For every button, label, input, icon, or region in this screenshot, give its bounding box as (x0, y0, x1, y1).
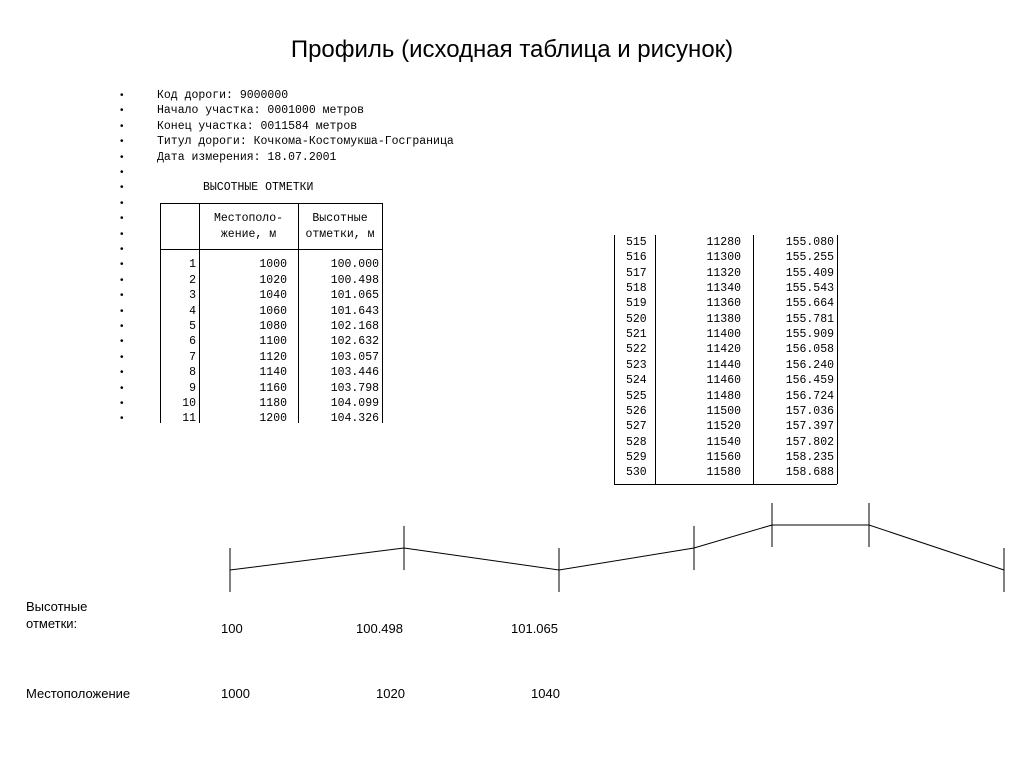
right-table-row-elevation: 156.058 (785, 343, 834, 357)
table-header-location: жение, м (220, 227, 277, 241)
right-table-row-elevation: 158.688 (785, 466, 834, 480)
bullet-marker: • (120, 167, 124, 178)
table-row-elevation: 103.446 (330, 366, 379, 380)
profile-elevation-label-line2: отметки: (26, 616, 78, 631)
table-row-number: 8 (189, 366, 196, 380)
bullet-marker: • (120, 382, 124, 394)
right-table-row-number: 529 (626, 450, 647, 464)
right-table-border-bottom (614, 484, 837, 485)
info-line: Начало участка: 0001000 метров (157, 104, 365, 118)
profile-location-value: 1020 (376, 686, 405, 701)
table-row-number: 4 (189, 304, 196, 318)
profile-elevation-value: 100.498 (356, 621, 403, 636)
table-row-location: 1200 (259, 412, 287, 426)
bullet-marker: • (120, 305, 124, 317)
right-table-row-location: 11380 (706, 312, 741, 326)
right-table-row-elevation: 157.802 (785, 435, 834, 449)
table-row-location: 1080 (259, 320, 287, 333)
right-table-row-number: 528 (626, 435, 647, 449)
table-row-elevation: 103.057 (330, 350, 379, 364)
right-table-row-location: 11420 (706, 343, 741, 357)
bullet-marker: • (120, 274, 124, 286)
page-title: Профиль (исходная таблица и рисунок) (290, 36, 734, 63)
right-table-row-number: 526 (626, 404, 647, 418)
bullet-marker: • (120, 213, 124, 225)
table-row-location: 1000 (259, 258, 287, 272)
right-table-row-number: 515 (626, 236, 647, 249)
right-table-row-elevation: 156.240 (785, 358, 834, 372)
bullet-marker: • (120, 244, 124, 255)
table-row-number: 2 (189, 273, 196, 287)
table-border-top (160, 203, 382, 204)
right-table-row-location: 11280 (706, 236, 741, 249)
table-row-number: 7 (189, 350, 196, 364)
table-row-location: 1060 (259, 304, 287, 318)
profile-elevation-label (26, 598, 87, 632)
right-table-row-elevation: 155.909 (785, 328, 834, 342)
bullet-marker: • (120, 413, 124, 425)
info-line: Титул дороги: Кочкома-Костомукша-Госграница (157, 135, 454, 149)
table-row-number: 3 (189, 289, 196, 303)
right-table-row-elevation: 158.235 (785, 450, 834, 464)
right-table-row-number: 527 (626, 420, 647, 434)
profile-elevation-value: 101.065 (511, 621, 558, 636)
table-title: ВЫСОТНЫЕ ОТМЕТКИ (203, 181, 314, 195)
profile-elevation-label-line1: Высотные (26, 599, 88, 614)
table-row-location: 1020 (259, 273, 287, 287)
table-row-number: 11 (182, 412, 196, 426)
right-table-row-number: 524 (626, 374, 647, 388)
bullet-marker: • (120, 398, 124, 409)
right-table-row-elevation: 157.036 (785, 404, 834, 418)
table-row-number: 6 (189, 335, 196, 349)
table-row-elevation: 103.798 (330, 381, 379, 395)
right-table-row-number: 530 (626, 466, 647, 480)
right-table-row-location: 11360 (706, 297, 741, 311)
bullet-marker: • (120, 259, 124, 271)
right-table-row-number: 520 (626, 312, 647, 326)
table-row-location: 1160 (259, 381, 287, 395)
right-table-row-elevation: 155.255 (785, 251, 834, 265)
bullet-marker: • (120, 136, 124, 148)
profile-location-value: 1040 (531, 686, 560, 701)
profile-elevation-value: 100 (221, 621, 243, 636)
right-table-row-location: 11540 (706, 435, 741, 449)
table-row-location: 1180 (259, 397, 287, 410)
bullet-marker: • (120, 351, 124, 363)
profile-location-label: Местоположение (26, 686, 131, 701)
right-table-row-location: 11460 (706, 374, 741, 388)
right-table-column-line (614, 235, 615, 484)
right-table-row-number: 525 (626, 389, 647, 403)
table-row-number: 5 (189, 320, 196, 333)
right-table-row-number: 516 (626, 251, 647, 265)
right-table-row-elevation: 155.781 (785, 312, 834, 326)
right-table-row-number: 518 (626, 282, 647, 296)
info-line: Конец участка: 0011584 метров (157, 119, 358, 133)
table-header-elevation: отметки, м (305, 227, 375, 241)
bullet-marker: • (120, 197, 124, 209)
right-table-row-elevation: 155.543 (785, 282, 834, 296)
table-header-elevation: Высотные (312, 212, 368, 226)
right-table-column-line (837, 235, 838, 484)
right-table-row-location: 11520 (706, 420, 741, 434)
table-row-elevation: 101.065 (330, 289, 379, 303)
table-row-number: 9 (189, 381, 196, 395)
bullet-marker: • (120, 151, 124, 163)
bullet-marker: • (120, 290, 124, 302)
right-table-row-number: 517 (626, 266, 647, 280)
profile-line (230, 525, 1004, 570)
right-table-row-location: 11400 (706, 328, 741, 342)
right-table-row-number: 522 (626, 343, 647, 357)
bullet-marker: • (120, 105, 124, 117)
bullet-marker: • (120, 367, 124, 379)
right-table-row-elevation: 155.664 (785, 297, 834, 311)
right-table-row-elevation: 157.397 (785, 420, 834, 434)
right-table-row-location: 11480 (706, 389, 741, 403)
table-row-number: 1 (189, 258, 196, 272)
table-row-number: 10 (182, 397, 196, 410)
table-header-location: Местополо- (213, 212, 283, 226)
table-row-location: 1120 (259, 350, 287, 364)
table-column-line (382, 203, 383, 423)
table-row-elevation: 100.000 (330, 258, 379, 272)
right-table-row-elevation: 155.409 (785, 266, 834, 280)
right-table-row-number: 519 (626, 297, 647, 311)
right-table-row-elevation: 156.459 (785, 374, 834, 388)
table-row-elevation: 101.643 (330, 304, 379, 318)
table-row-elevation: 102.168 (330, 320, 379, 333)
right-table-row-location: 11340 (706, 282, 741, 296)
table-row-location: 1040 (259, 289, 287, 303)
right-table-row-elevation: 155.080 (785, 236, 834, 249)
info-line: Код дороги: 9000000 (157, 89, 289, 102)
right-table-row-location: 11300 (706, 251, 741, 265)
table-row-location: 1100 (259, 335, 287, 349)
info-line: Дата измерения: 18.07.2001 (157, 150, 337, 164)
table-header-divider (160, 249, 382, 250)
bullet-marker: • (120, 336, 124, 348)
table-row-elevation: 100.498 (330, 273, 379, 287)
table-row-elevation: 102.632 (330, 335, 379, 349)
right-table-row-elevation: 156.724 (785, 389, 834, 403)
right-table-row-location: 11580 (706, 466, 741, 480)
right-table-row-number: 523 (626, 358, 647, 372)
right-table-row-location: 11320 (706, 266, 741, 280)
table-row-elevation: 104.099 (330, 397, 379, 410)
right-table-row-location: 11560 (706, 450, 741, 464)
right-table-row-location: 11440 (706, 358, 741, 372)
bullet-marker: • (120, 321, 124, 332)
bullet-marker: • (120, 228, 124, 240)
table-row-elevation: 104.326 (330, 412, 379, 426)
bullet-marker: • (120, 120, 124, 132)
profile-location-value: 1000 (221, 686, 250, 701)
bullet-marker: • (120, 182, 124, 194)
right-table-row-location: 11500 (706, 404, 741, 418)
table-row-location: 1140 (259, 366, 287, 380)
bullet-marker: • (120, 90, 124, 101)
right-table-row-number: 521 (626, 328, 647, 342)
